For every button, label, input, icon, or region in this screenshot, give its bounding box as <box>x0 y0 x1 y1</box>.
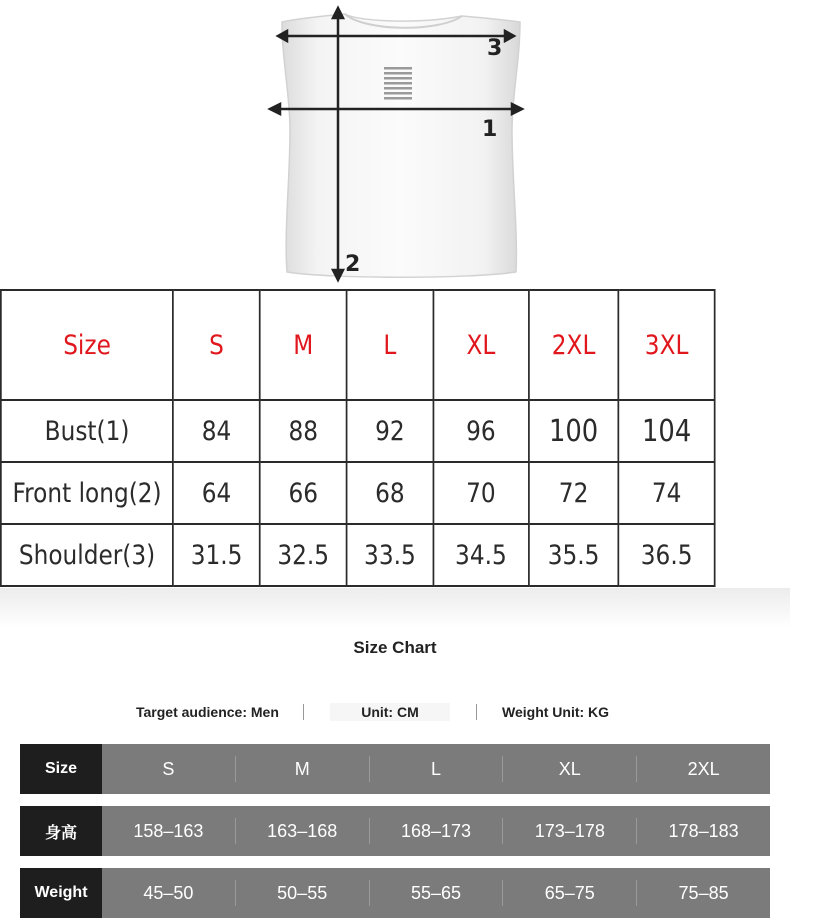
chart-cell: XL <box>502 756 636 782</box>
vest-body <box>282 14 520 277</box>
header-m: M <box>260 290 347 400</box>
header-2xl: 2XL <box>529 290 619 400</box>
table-cell: 64 <box>173 462 260 524</box>
label-length: 2 <box>345 252 361 277</box>
chart-cell: 65–75 <box>502 880 636 906</box>
header-s: S <box>173 290 260 400</box>
chart-cell: 178–183 <box>636 818 770 844</box>
header-l: L <box>347 290 434 400</box>
table-cell: 104 <box>619 400 715 462</box>
table-cell: 31.5 <box>173 524 260 586</box>
weight-unit-label: Weight Unit: KG <box>502 704 610 720</box>
table-row <box>1 462 715 524</box>
table-cell: 68 <box>347 462 434 524</box>
row-label: Bust(1) <box>1 400 173 462</box>
table-cell: 84 <box>173 400 260 462</box>
label-bust: 1 <box>482 117 498 142</box>
table-cell: 96 <box>433 400 528 462</box>
chart-cell: 45–50 <box>143 882 194 903</box>
table-row <box>1 400 715 462</box>
chart-cell: 50–55 <box>235 880 369 906</box>
table-cell: 32.5 <box>260 524 347 586</box>
row-label: Size <box>20 744 102 794</box>
chart-cell: S <box>162 758 175 779</box>
size-chart-row-weight <box>20 868 770 918</box>
chart-cell: 173–178 <box>502 818 636 844</box>
meta-divider <box>476 704 477 720</box>
table-cell: 36.5 <box>619 524 715 586</box>
header-3xl: 3XL <box>619 290 715 400</box>
chart-cell: 55–65 <box>369 880 503 906</box>
table-header-row <box>1 290 715 400</box>
table-cell: 34.5 <box>433 524 528 586</box>
row-label: 身高 <box>20 806 102 856</box>
row-label: Weight <box>20 868 102 918</box>
vest-illustration <box>0 0 832 290</box>
chart-cell: 158–163 <box>133 820 204 841</box>
measurement-table <box>0 289 716 587</box>
header-xl: XL <box>433 290 528 400</box>
size-chart-row-size <box>20 744 770 794</box>
meta-divider <box>303 704 304 720</box>
chart-cell: 168–173 <box>369 818 503 844</box>
row-label: Front long(2) <box>1 462 173 524</box>
unit-label: Unit: CM <box>330 703 450 721</box>
chart-cell: L <box>369 756 503 782</box>
row-label: Shoulder(3) <box>1 524 173 586</box>
table-shadow <box>0 588 790 628</box>
header-size: Size <box>1 290 173 400</box>
table-cell: 33.5 <box>347 524 434 586</box>
table-row <box>1 524 715 586</box>
table-cell: 70 <box>433 462 528 524</box>
chart-cell: M <box>235 756 369 782</box>
target-audience: Target audience: Men <box>136 704 279 720</box>
chart-cell: 75–85 <box>636 880 770 906</box>
table-cell: 35.5 <box>529 524 619 586</box>
table-cell: 74 <box>619 462 715 524</box>
table-cell: 88 <box>260 400 347 462</box>
label-shoulder: 3 <box>487 36 503 61</box>
garment-diagram <box>0 0 832 290</box>
table-cell: 100 <box>529 400 619 462</box>
chart-cell: 2XL <box>636 756 770 782</box>
chart-cell: 163–168 <box>235 818 369 844</box>
size-chart-title: Size Chart <box>353 638 437 657</box>
size-chart-row-height <box>20 806 770 856</box>
table-cell: 66 <box>260 462 347 524</box>
table-cell: 72 <box>529 462 619 524</box>
table-cell: 92 <box>347 400 434 462</box>
